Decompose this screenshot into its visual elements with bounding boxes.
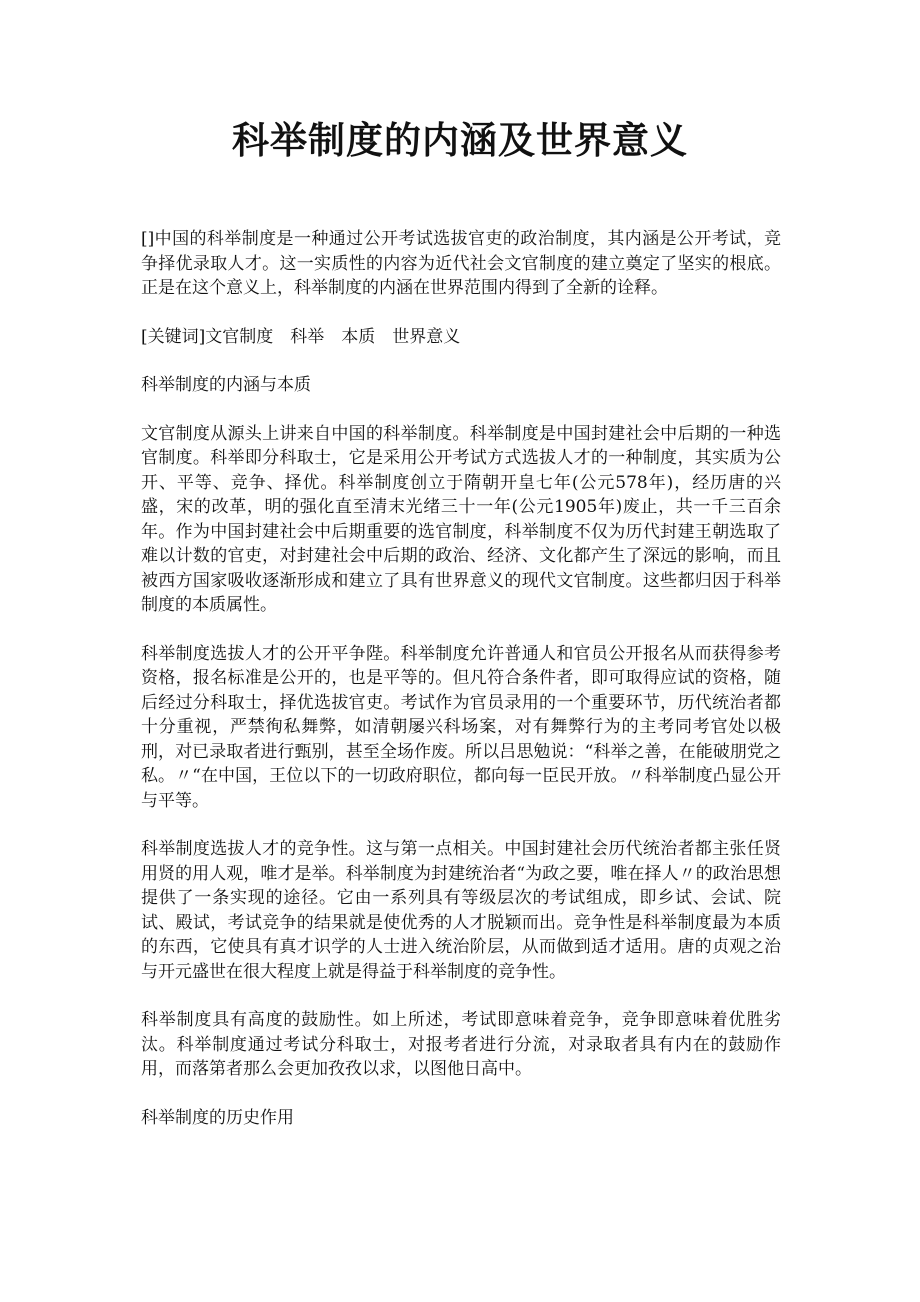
abstract-paragraph: []中国的科举制度是一种通过公开考试选拔官吏的政治制度，其内涵是公开考试，竞争择优录取人才。这一实质性的内容为近代社会文官制度的建立奠定了坚实的根底。正是在这个意义上，科举制度的内涵在世界范围内得到了全新的诠释。 — [141, 229, 781, 298]
body-paragraph: 科举制度选拔人才的公开平争陛。科举制度允许普通人和官员公开报名从而获得参考资格，报名标准是公开的，也是平等的。但凡符合条件者，即可取得应试的资格，随后经过分科取士，择优选拔官吏。考试作为官员录用的一个重要环节，历代统治者都十分重视，严禁徇私舞弊，如清朝屡兴科场案，对有舞弊行为的主考同考官处以极刑，对已录取者进行甄别，甚至全场作废。所以吕思勉说：“科举之善，在能破朋党之私。〃“在中国，王位以下的一切政府职位，都向每一臣民开放。〃科举制度凸显公开与平等。 — [141, 643, 781, 811]
document-title: 科举制度的内涵及世界意义 — [232, 118, 688, 162]
section-heading: 科举制度的内涵与本质 — [141, 375, 311, 395]
body-paragraph: 科举制度选拔人才的竞争性。这与第一点相关。中国封建社会历代统治者都主张任贤用贤的用人观，唯才是举。科举制度为封建统治者“为政之要，唯在择人〃的政治思想提供了一条实现的途径。它由一系列具有等级层次的考试组成，即乡试、会试、院试、殿试，考试竞争的结果就是使优秀的人才脱颖而出。竞争性是科举制度最为本质的东西，它使具有真才识学的人士进入统治阶层，从而做到适才适用。唐的贞观之治与开元盛世在很大程度上就是得益于科举制度的竞争性。 — [141, 839, 781, 982]
section-heading: 科举制度的历史作用 — [141, 1107, 294, 1128]
document-body — [141, 227, 781, 1154]
keywords-paragraph: [关键词]文官制度 科举 本质 世界意义 — [141, 326, 461, 347]
body-paragraph: 文官制度从源头上讲来自中国的科举制度。科举制度是中国封建社会中后期的一种选官制度。科举即分科取士，它是采用公开考试方式选拔人才的一种制度，其实质为公开、平等、竞争、择优。科举制度创立于隋朝开皇七年(公元578年)，经历唐的兴盛，宋的改革，明的强化直至清末光绪三十一年(公元1905年)废止，共一千三百余年。作为中国封建社会中后期重要的选官制度，科举制度不仅为历代封建王朝选取了难以计数的官吏，对封建社会中后期的政治、经济、文化都产生了深远的影响，而且被西方国家吸收逐渐形成和建立了具有世界意义的现代文官制度。这些都归因于科举制度的本质属性。 — [141, 423, 781, 615]
body-paragraph: 科举制度具有高度的鼓励性。如上所述，考试即意味着竞争，竞争即意味着优胜劣汰。科举制度通过考试分科取士，对报考者进行分流，对录取者具有内在的鼓励作用，而落第者那么会更加孜孜以求，以图他日高中。 — [141, 1010, 781, 1079]
